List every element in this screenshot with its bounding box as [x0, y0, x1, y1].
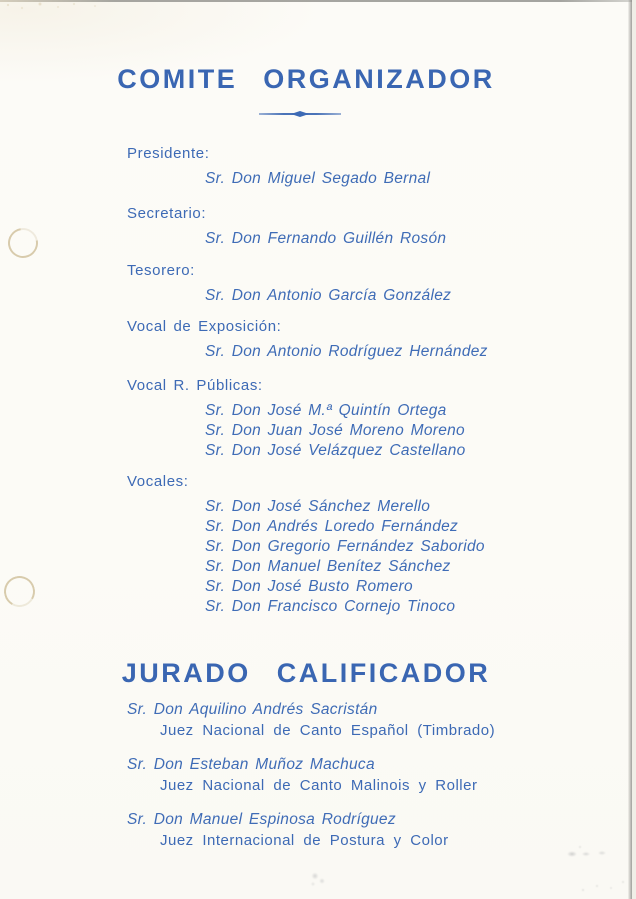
entry-names: [205, 342, 488, 362]
committee-entry-vocal-exposicion: [127, 318, 488, 362]
entry-label: Vocales:: [127, 473, 189, 490]
person-name: Sr. Don Gregorio Fernández Saborido: [205, 538, 485, 555]
scan-smudge-right-lower: [575, 878, 630, 896]
person-name: Sr. Don Manuel Espinosa Rodríguez: [127, 811, 396, 828]
jury-member: [127, 810, 449, 851]
committee-entry-tesorero: [127, 262, 451, 306]
person-name: Sr. Don José Sánchez Merello: [205, 498, 431, 515]
entry-names: [205, 229, 446, 249]
committee-entry-secretario: [127, 205, 446, 249]
entry-names: [205, 497, 485, 617]
jury-member: [127, 755, 477, 796]
person-role: Juez Internacional de Postura y Color: [160, 832, 449, 849]
person-name: Sr. Don Esteban Muñoz Machuca: [127, 756, 375, 773]
entry-label: Secretario:: [127, 205, 207, 222]
person-name: Sr. Don Manuel Benítez Sánchez: [205, 558, 451, 575]
person-name: Sr. Don Francisco Cornejo Tinoco: [205, 598, 456, 615]
entry-label: Vocal R. Públicas:: [127, 377, 263, 394]
entry-label: Tesorero:: [127, 262, 195, 279]
jury-member: [127, 700, 495, 741]
person-name: Sr. Don Antonio Rodríguez Hernández: [205, 343, 488, 360]
scan-specks-top-left: [0, 1, 110, 13]
person-name: Sr. Don Antonio García González: [205, 287, 452, 304]
person-role: Juez Nacional de Canto Malinois y Roller: [160, 777, 478, 794]
person-name: Sr. Don Andrés Loredo Fernández: [205, 518, 459, 535]
punch-hole-top: [2, 222, 44, 264]
title-divider-ornament: [259, 110, 341, 118]
person-name: Sr. Don José Velázquez Castellano: [205, 442, 466, 459]
person-name: Sr. Don Juan José Moreno Moreno: [205, 422, 465, 439]
entry-label: Presidente:: [127, 145, 210, 162]
entry-names: [205, 286, 451, 306]
committee-entry-vocal-r-publicas: [127, 377, 466, 461]
scan-edge-right-margin: [632, 0, 636, 899]
committee-title: COMITE ORGANIZADOR: [117, 64, 495, 94]
committee-entry-vocales: [127, 473, 485, 617]
person-name: Sr. Don Miguel Segado Bernal: [205, 170, 431, 187]
committee-entry-presidente: [127, 145, 430, 189]
punch-hole-bottom: [1, 573, 39, 611]
entry-names: [205, 169, 430, 189]
person-name: Sr. Don Aquilino Andrés Sacristán: [127, 701, 378, 718]
person-role: Juez Nacional de Canto Español (Timbrado): [160, 722, 496, 739]
person-name: Sr. Don José M.ª Quintín Ortega: [205, 402, 447, 419]
entry-names: [205, 401, 466, 461]
person-name: Sr. Don José Busto Romero: [205, 578, 413, 595]
scan-smudge-bottom-center: [305, 869, 331, 889]
divider-diamond-icon: [291, 111, 309, 117]
person-name: Sr. Don Fernando Guillén Rosón: [205, 230, 447, 247]
scan-smudge-right-upper: [562, 845, 614, 861]
entry-label: Vocal de Exposición:: [127, 318, 282, 335]
jury-title: JURADO CALIFICADOR: [121, 658, 491, 688]
